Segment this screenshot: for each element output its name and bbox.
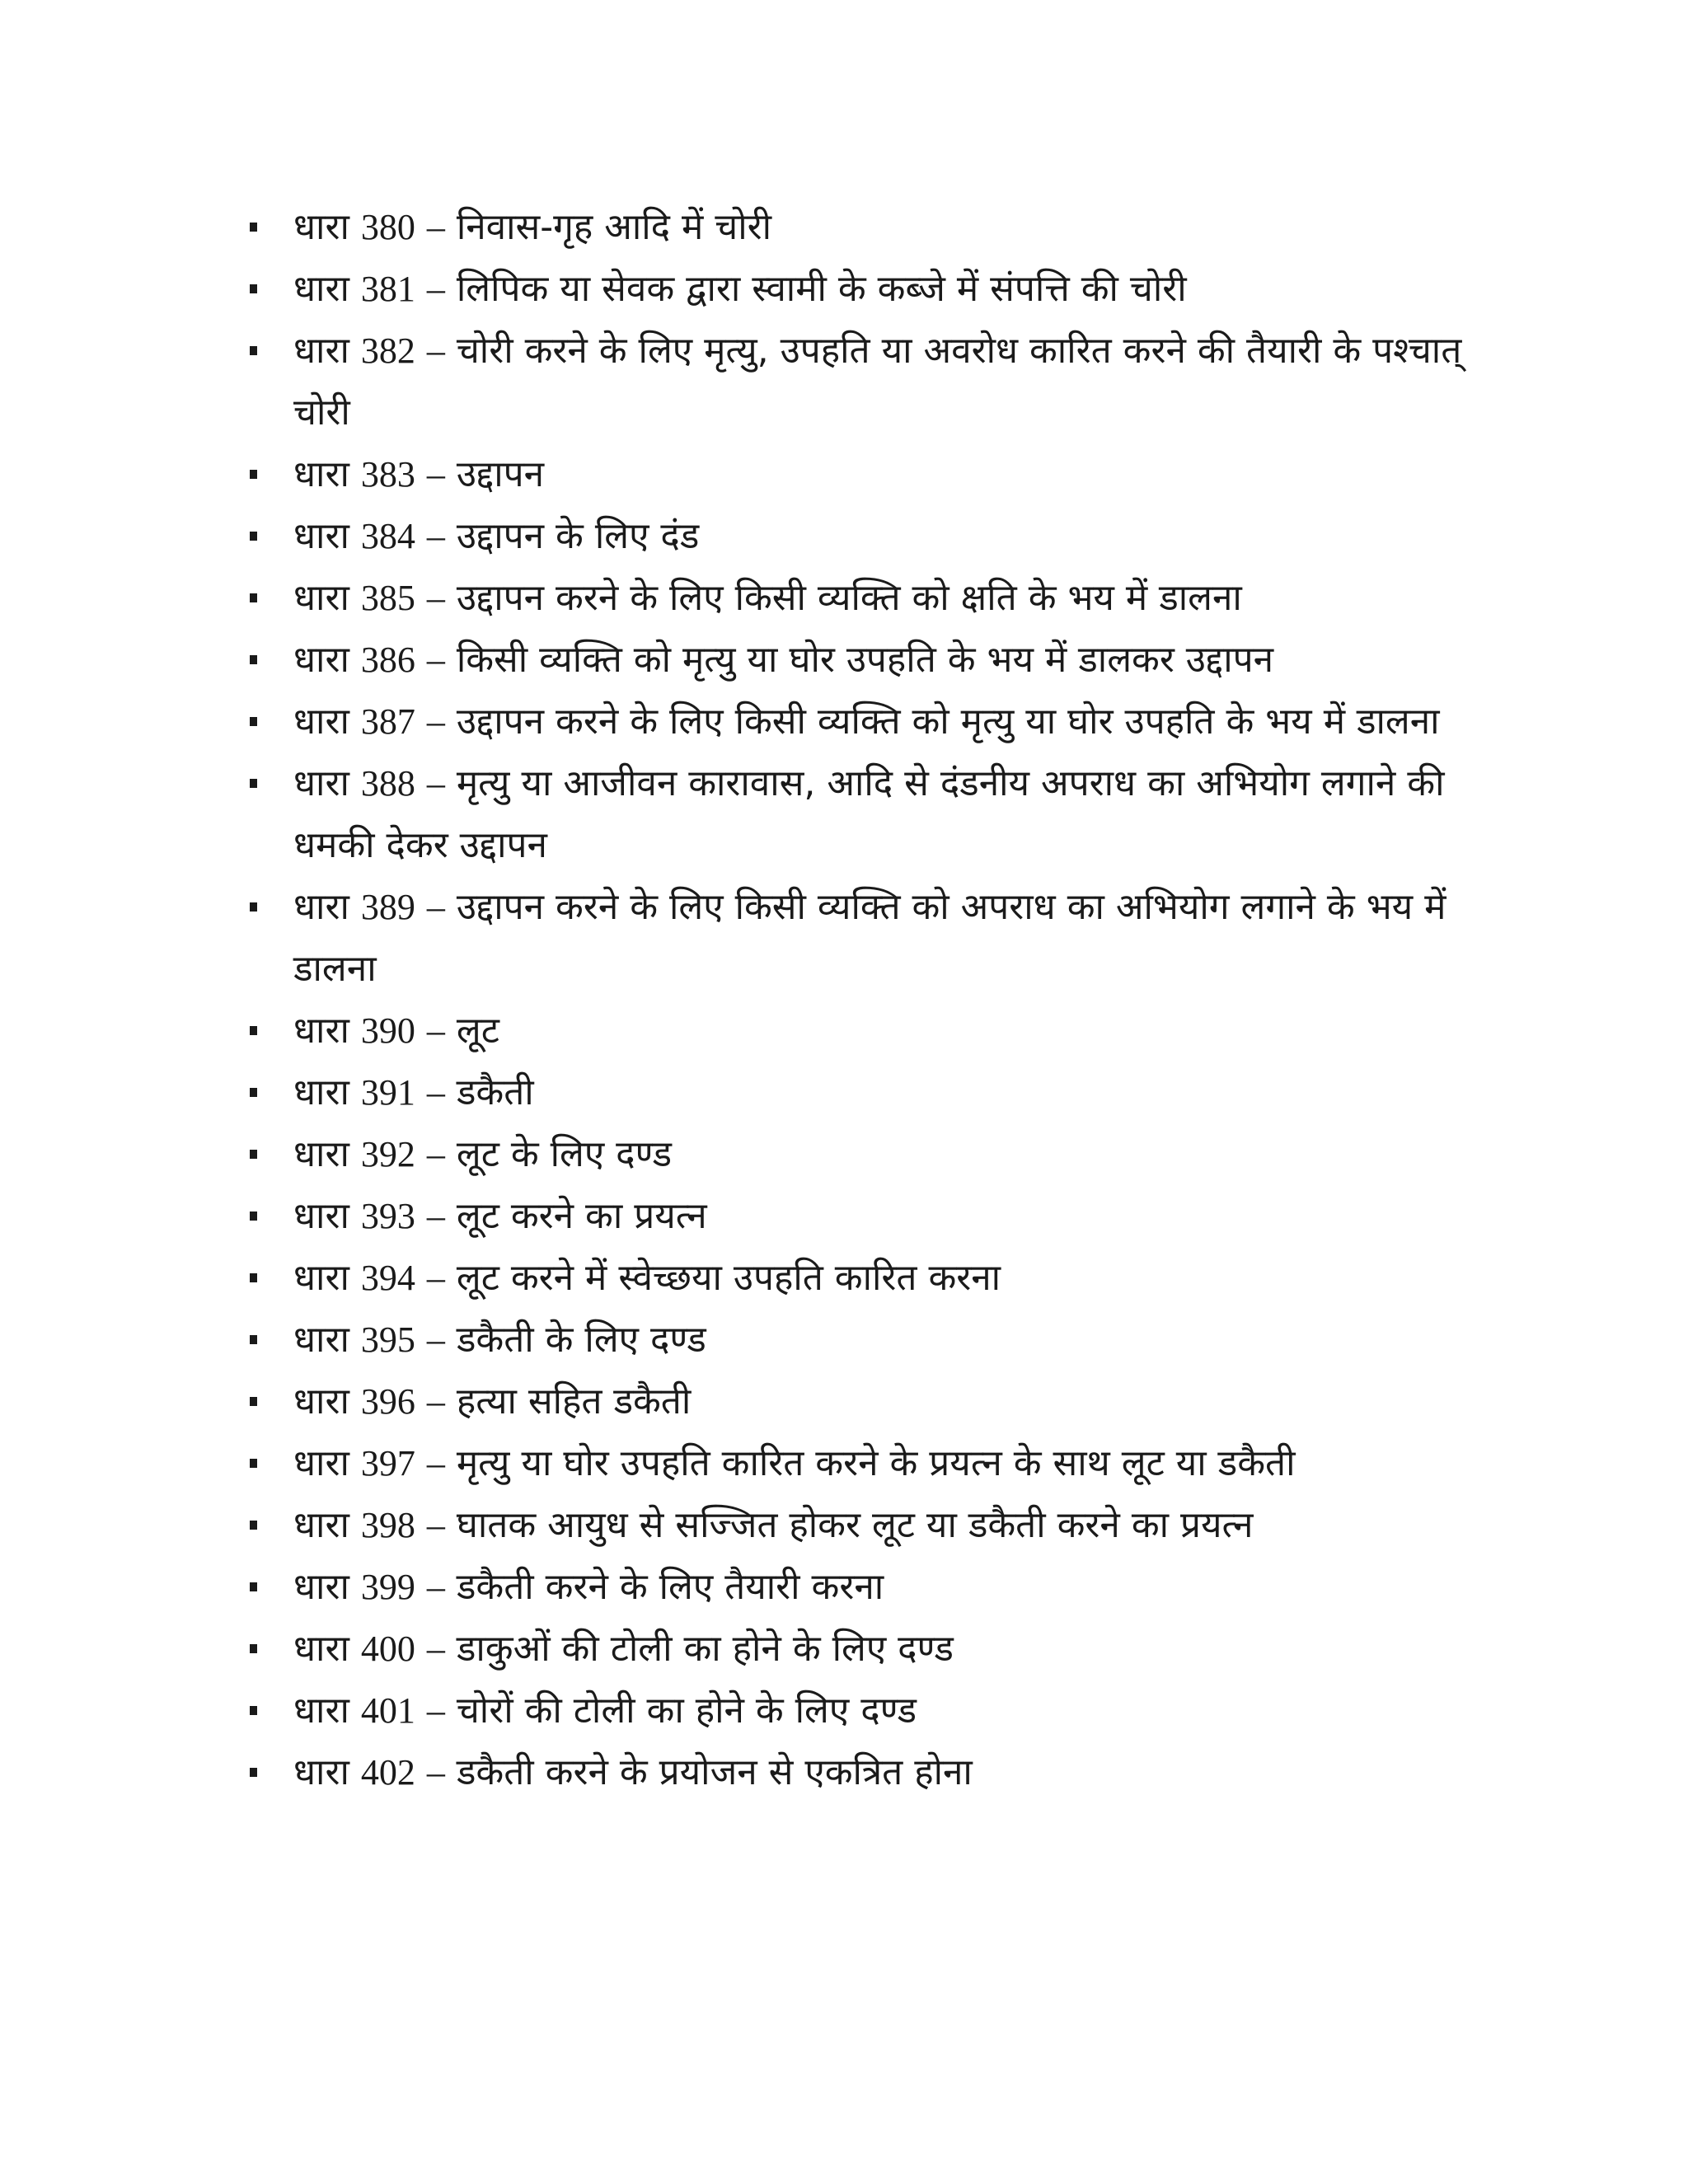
bullet-icon [250,1768,257,1777]
dash-separator: – [426,1752,445,1793]
section-entry [293,330,1461,434]
section-title: उद्दापन करने के लिए किसी व्यक्ति को मृत्यु या घोर उपहति के भय में डालना [456,701,1440,743]
section-number: 385 [360,578,415,618]
list-item [244,1741,1497,1803]
section-number: 388 [360,763,415,804]
section-title: डकैती के लिए दण्ड [456,1319,706,1361]
dash-separator: – [426,640,445,680]
section-number: 382 [360,330,415,371]
dash-separator: – [426,1196,445,1236]
list-item [244,1680,1497,1741]
bullet-icon [250,470,257,479]
section-title: लूट करने में स्वेच्छया उपहति कारित करना [456,1257,1001,1299]
section-prefix: धारा [293,1071,349,1113]
section-prefix: धारा [293,268,349,310]
dash-separator: – [426,1072,445,1113]
bullet-icon [250,655,257,664]
bullet-icon [250,1521,257,1530]
section-entry [293,1751,973,1793]
section-entry [293,206,771,248]
dash-separator: – [426,1134,445,1174]
section-entry [293,1504,1253,1546]
dash-separator: – [426,1319,445,1360]
section-title: उद्दापन करने के लिए किसी व्यक्ति को क्षति के भय में डालना [456,577,1242,619]
list-item [244,1185,1497,1247]
dash-separator: – [426,1010,445,1051]
list-item [244,320,1497,443]
dash-separator: – [426,1258,445,1298]
section-prefix: धारा [293,1442,349,1484]
list-item [244,691,1497,752]
section-title: उद्दापन के लिए दंड [456,515,700,557]
section-number: 393 [360,1196,415,1236]
section-title: डकैती [456,1071,534,1113]
dash-separator: – [426,454,445,494]
list-item [244,1123,1497,1185]
section-prefix: धारा [293,206,349,248]
list-item [244,1432,1497,1494]
section-title: उद्दापन [456,453,545,495]
list-item [244,258,1497,320]
section-number: 397 [360,1443,415,1483]
section-prefix: धारा [293,639,349,681]
section-prefix: धारा [293,453,349,495]
list-item [244,752,1497,876]
section-title: किसी व्यक्ति को मृत्यु या घोर उपहति के भय में डालकर उद्दापन [456,639,1274,681]
bullet-icon [250,346,257,355]
section-title: घातक आयुध से सज्जित होकर लूट या डकैती करने का प्रयत्न [456,1504,1254,1546]
list-item [244,443,1497,505]
dash-separator: – [426,1629,445,1669]
bullet-icon [250,1026,257,1035]
list-item [244,567,1497,629]
section-entry [293,762,1444,866]
section-prefix: धारा [293,1133,349,1175]
section-title: डाकुओं की टोली का होने के लिए दण्ड [456,1628,954,1670]
section-entry [293,1319,706,1361]
section-number: 389 [360,887,415,927]
section-prefix: धारा [293,1257,349,1299]
list-item [244,1371,1497,1432]
dash-separator: – [426,578,445,618]
section-number: 381 [360,269,415,309]
dash-separator: – [426,1505,445,1545]
section-number: 400 [360,1629,415,1669]
section-title: लूट के लिए दण्ड [456,1133,672,1175]
section-entry [293,1257,1001,1299]
dash-separator: – [426,763,445,804]
bullet-icon [250,223,257,232]
section-title: निवास-गृह आदि में चोरी [456,206,772,248]
section-prefix: धारा [293,1380,349,1422]
section-number: 384 [360,516,415,556]
section-prefix: धारा [293,1690,349,1732]
section-entry [293,453,544,495]
section-title: चोरी करने के लिए मृत्यु, उपहति या अवरोध कारित करने की तैयारी के पश्चात् चोरी [293,330,1462,434]
bullet-icon [250,1335,257,1344]
section-prefix: धारा [293,762,349,804]
list-item [244,1247,1497,1309]
bullet-icon [250,779,257,788]
section-title: मृत्यु या घोर उपहति कारित करने के प्रयत्न के साथ लूट या डकैती [456,1442,1296,1484]
list-item [244,1309,1497,1371]
dash-separator: – [426,1381,445,1422]
bullet-icon [250,593,257,602]
section-prefix: धारा [293,1010,349,1052]
section-entry [293,1380,691,1422]
section-prefix: धारा [293,515,349,557]
section-title: डकैती करने के लिए तैयारी करना [456,1566,884,1608]
dash-separator: – [426,269,445,309]
section-prefix: धारा [293,886,349,928]
section-prefix: धारा [293,330,349,372]
section-title: लिपिक या सेवक द्वारा स्वामी के कब्जे में संपत्ति की चोरी [456,268,1187,310]
bullet-icon [250,902,257,912]
section-entry [293,1071,534,1113]
bullet-icon [250,1212,257,1221]
bullet-icon [250,717,257,726]
section-prefix: धारा [293,577,349,619]
section-entry [293,1628,954,1670]
section-title: उद्दापन करने के लिए किसी व्यक्ति को अपराध का अभियोग लगाने के भय में डालना [293,886,1447,990]
section-entry [293,1195,707,1237]
dash-separator: – [426,330,445,371]
section-entry [293,639,1273,681]
bullet-icon [250,1706,257,1715]
list-item [244,629,1497,691]
section-number: 390 [360,1010,415,1051]
section-number: 391 [360,1072,415,1113]
section-number: 396 [360,1381,415,1422]
bullet-icon [250,1644,257,1653]
section-entry [293,1010,499,1052]
section-entry [293,701,1440,743]
dash-separator: – [426,701,445,742]
section-entry [293,1690,917,1732]
list-item [244,1618,1497,1680]
section-entry [293,886,1446,990]
section-number: 394 [360,1258,415,1298]
dash-separator: – [426,1443,445,1483]
section-entry [293,1442,1295,1484]
section-title: चोरों की टोली का होने के लिए दण्ड [456,1690,917,1732]
list-item [244,1000,1497,1062]
section-prefix: धारा [293,1504,349,1546]
list-item [244,876,1497,1000]
list-item [244,1494,1497,1556]
section-title: मृत्यु या आजीवन कारावास, आदि से दंडनीय अपराध का अभियोग लगाने की धमकी देकर उद्दापन [293,762,1445,866]
section-entry [293,1566,884,1608]
bullet-icon [250,1273,257,1282]
bullet-icon [250,1459,257,1468]
section-number: 402 [360,1752,415,1793]
bullet-icon [250,532,257,541]
section-title: डकैती करने के प्रयोजन से एकत्रित होना [456,1751,973,1793]
section-title: हत्या सहित डकैती [456,1380,692,1422]
dash-separator: – [426,1690,445,1731]
list-item [244,505,1497,567]
section-entry [293,268,1187,310]
bullet-icon [250,1397,257,1406]
section-number: 395 [360,1319,415,1360]
section-number: 386 [360,640,415,680]
section-prefix: धारा [293,701,349,743]
section-entry [293,515,699,557]
section-number: 399 [360,1567,415,1607]
section-entry [293,577,1242,619]
section-title: लूट [456,1010,499,1052]
section-prefix: धारा [293,1628,349,1670]
bullet-icon [250,1088,257,1097]
section-number: 398 [360,1505,415,1545]
section-entry [293,1133,672,1175]
section-number: 380 [360,207,415,247]
section-prefix: धारा [293,1566,349,1608]
section-list [244,196,1497,1803]
dash-separator: – [426,516,445,556]
bullet-icon [250,284,257,293]
section-title: लूट करने का प्रयत्न [456,1195,707,1237]
dash-separator: – [426,887,445,927]
section-number: 401 [360,1690,415,1731]
list-item [244,1062,1497,1123]
section-number: 387 [360,701,415,742]
bullet-icon [250,1582,257,1591]
section-number: 392 [360,1134,415,1174]
dash-separator: – [426,207,445,247]
section-number: 383 [360,454,415,494]
section-prefix: धारा [293,1195,349,1237]
list-item [244,196,1497,258]
list-item [244,1556,1497,1618]
section-prefix: धारा [293,1751,349,1793]
dash-separator: – [426,1567,445,1607]
bullet-icon [250,1150,257,1159]
section-prefix: धारा [293,1319,349,1361]
